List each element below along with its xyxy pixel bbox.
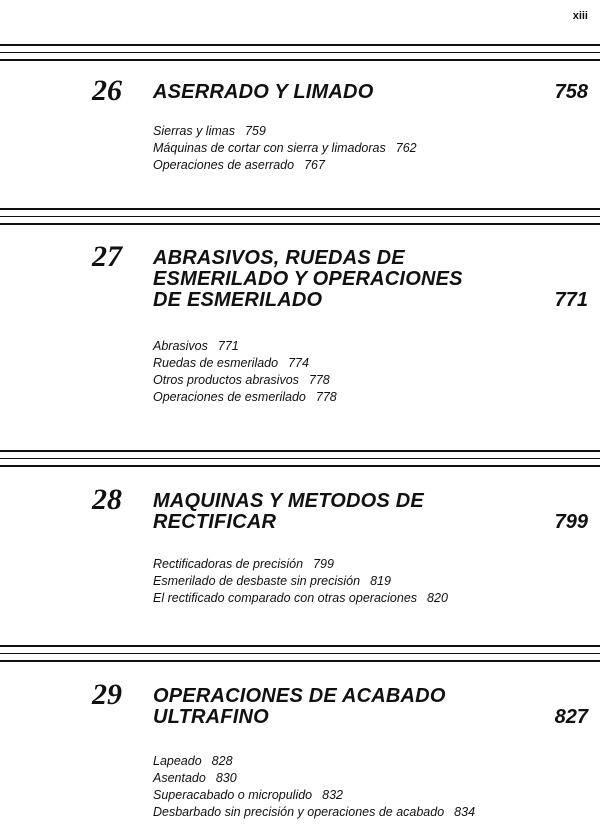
chapter-page: 799 [554, 511, 588, 533]
toc-entry[interactable] [153, 770, 475, 787]
rule-line [0, 52, 600, 53]
toc-entry[interactable] [153, 590, 448, 607]
entry-page: 820 [427, 591, 448, 605]
entry-title: Esmerilado de desbaste sin precisión [153, 574, 361, 588]
chapter-page: 758 [554, 81, 588, 103]
entry-title: Desbarbado sin precisión y operaciones de acabado [153, 805, 445, 819]
rule-line [0, 216, 600, 217]
chapter-title-line: ESMERILADO Y OPERACIONES [153, 268, 463, 290]
chapter-title [153, 686, 446, 728]
toc-entry[interactable] [153, 338, 337, 355]
toc-entry[interactable] [153, 389, 337, 406]
toc-entry[interactable] [153, 753, 475, 770]
toc-entry[interactable] [153, 123, 417, 140]
rule-line [0, 465, 600, 467]
entry-page: 778 [315, 390, 337, 404]
chapter-number: 28 [92, 483, 122, 516]
rule-line [0, 223, 600, 225]
chapter-number: 26 [92, 74, 122, 107]
entry-title: Operaciones de esmerilado [153, 390, 306, 404]
rule-line [0, 645, 600, 647]
chapter-title-line: ASERRADO Y LIMADO [153, 81, 374, 103]
chapter-29-entries [153, 753, 475, 821]
entry-title: Ruedas de esmerilado [153, 356, 279, 370]
toc-entry[interactable] [153, 804, 475, 821]
entry-page: 834 [454, 805, 476, 819]
entry-page: 771 [217, 339, 239, 353]
chapter-title-line: MAQUINAS Y METODOS DE [153, 490, 424, 512]
chapter-title [153, 82, 373, 103]
entry-page: 828 [211, 754, 233, 768]
entry-page: 830 [215, 771, 237, 785]
chapter-26-entries [153, 123, 417, 174]
chapter-number: 29 [92, 678, 122, 711]
entry-title: Asentado [153, 771, 206, 785]
rule-line [0, 458, 600, 459]
rule-line [0, 59, 600, 61]
chapter-page: 827 [554, 706, 588, 728]
entry-title: Sierras y limas [153, 124, 235, 138]
chapter-27-entries [153, 338, 337, 406]
rule-line [0, 44, 600, 46]
chapter-title-line: ABRASIVOS, RUEDAS DE [153, 247, 405, 269]
entry-title: Máquinas de cortar con sierra y limadoras [153, 141, 386, 155]
entry-title: Superacabado o micropulido [153, 788, 313, 802]
entry-page: 832 [322, 788, 343, 802]
entry-page: 819 [370, 574, 391, 588]
entry-page: 774 [288, 356, 309, 370]
entry-title: El rectificado comparado con otras operaciones [153, 591, 418, 605]
chapter-title-line: OPERACIONES DE ACABADO [153, 685, 446, 707]
chapter-title-line: ULTRAFINO [153, 706, 269, 728]
entry-page: 767 [304, 158, 325, 172]
entry-title: Abrasivos [153, 339, 208, 353]
entry-page: 778 [308, 373, 330, 387]
entry-title: Otros productos abrasivos [153, 373, 299, 387]
chapter-title-line: DE ESMERILADO [153, 289, 323, 311]
toc-entry[interactable] [153, 573, 448, 590]
toc-entry[interactable] [153, 140, 417, 157]
chapter-number: 27 [92, 240, 122, 273]
toc-entry[interactable] [153, 556, 448, 573]
rule-line [0, 653, 600, 654]
rule-line [0, 208, 600, 210]
chapter-title-line: RECTIFICAR [153, 511, 277, 533]
page-number: xiii [572, 10, 588, 22]
chapter-title [153, 248, 463, 311]
chapter-28-entries [153, 556, 448, 607]
toc-entry[interactable] [153, 157, 417, 174]
entry-page: 799 [313, 557, 334, 571]
toc-entry[interactable] [153, 372, 337, 389]
rule-line [0, 450, 600, 452]
chapter-title [153, 491, 424, 533]
toc-entry[interactable] [153, 355, 337, 372]
rule-line [0, 660, 600, 662]
chapter-page: 771 [554, 289, 588, 311]
entry-page: 759 [244, 124, 266, 138]
toc-entry[interactable] [153, 787, 475, 804]
entry-title: Lapeado [153, 754, 202, 768]
entry-title: Rectificadoras de precisión [153, 557, 304, 571]
entry-title: Operaciones de aserrado [153, 158, 295, 172]
entry-page: 762 [395, 141, 417, 155]
